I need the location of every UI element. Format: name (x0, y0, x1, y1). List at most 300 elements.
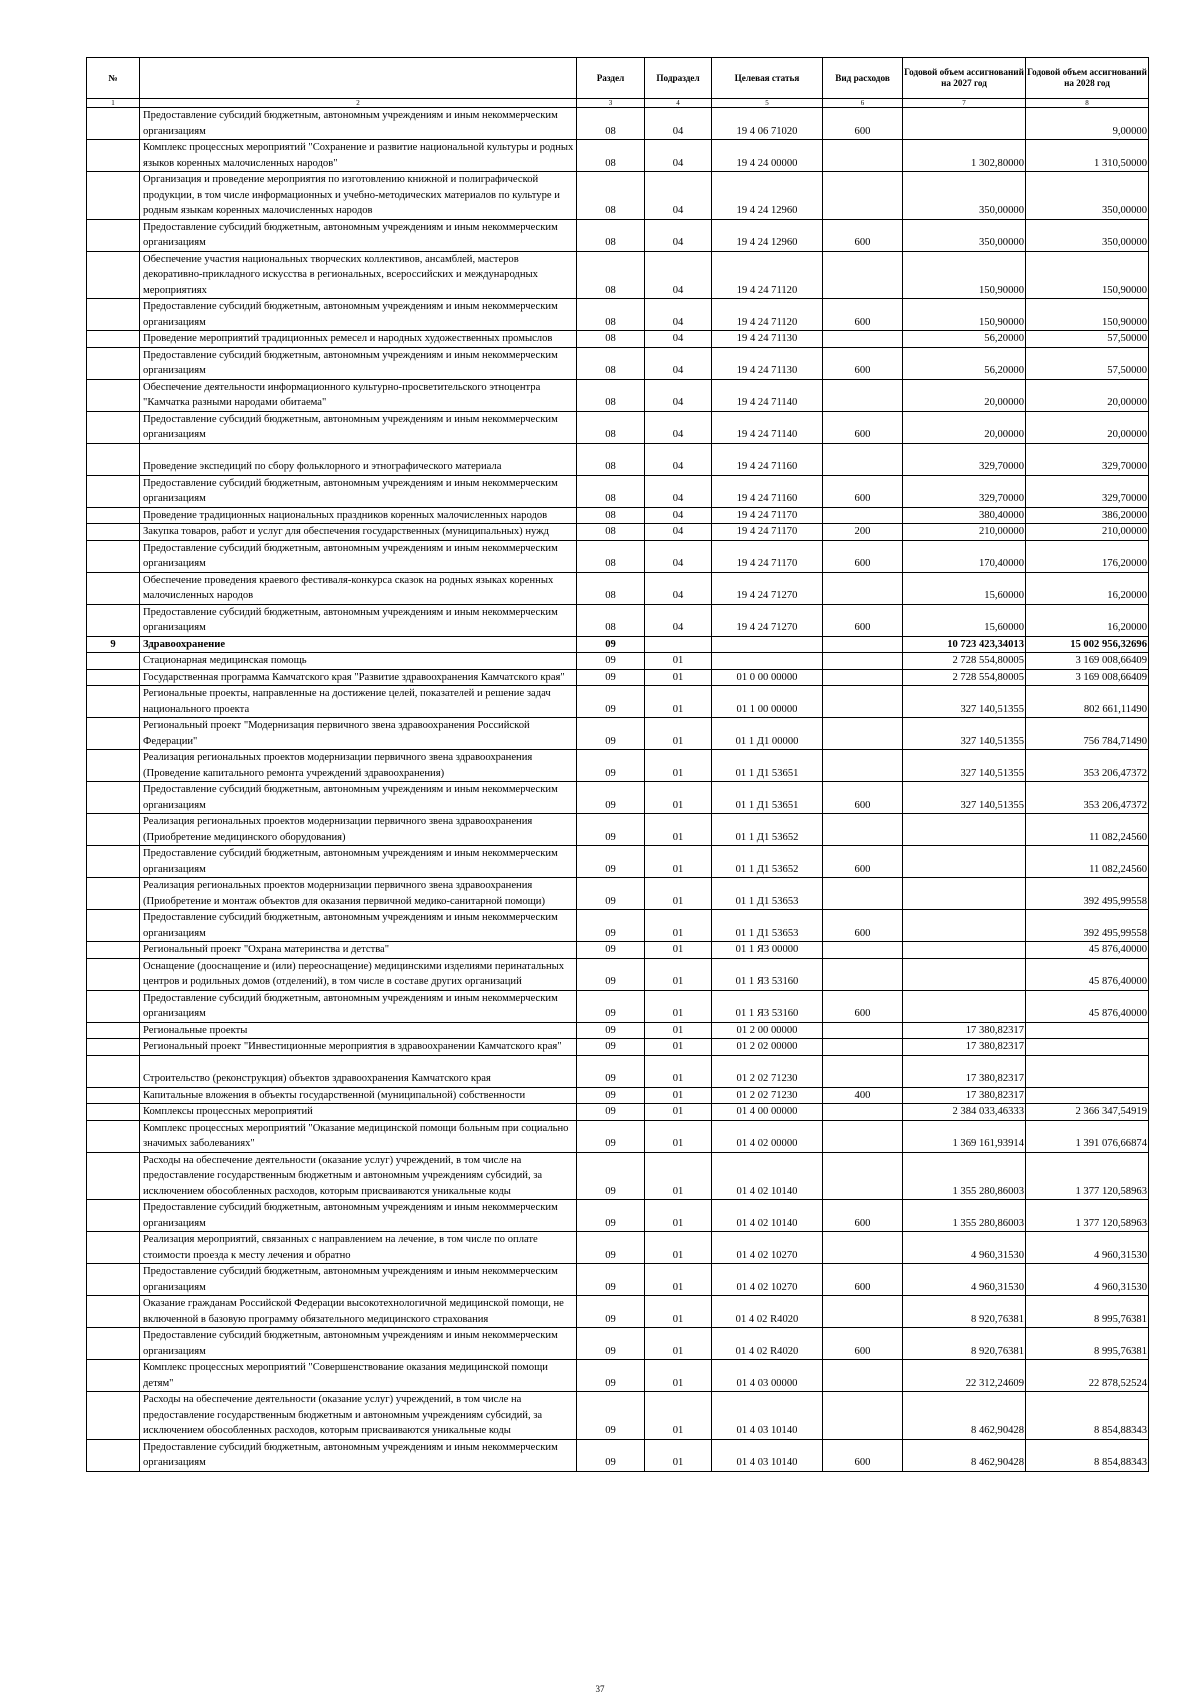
row-name: Реализация региональных проектов модернизации первичного звена здравоохранения (Приобретение и монтаж объектов для оказания первичной медико-санитарной помощи) (140, 878, 577, 910)
table-row (87, 347, 1149, 379)
row-subsection (645, 636, 712, 653)
row-amount-2027: 2 728 554,80005 (903, 653, 1026, 670)
row-name: Проведение экспедиций по сбору фольклорного и этнографического материала (140, 443, 577, 475)
row-number (87, 299, 140, 331)
row-section: 09 (577, 750, 645, 782)
table-row (87, 108, 1149, 140)
row-amount-2028: 329,70000 (1026, 443, 1149, 475)
row-expense-type: 600 (823, 604, 903, 636)
row-subsection: 04 (645, 140, 712, 172)
row-name: Предоставление субсидий бюджетным, автономным учреждениям и иным некоммерческим организациям (140, 299, 577, 331)
row-subsection: 04 (645, 572, 712, 604)
row-amount-2028: 210,00000 (1026, 524, 1149, 541)
table-row (87, 750, 1149, 782)
row-number (87, 990, 140, 1022)
column-number: 4 (645, 99, 712, 108)
row-subsection: 04 (645, 251, 712, 299)
budget-table (86, 57, 1149, 1472)
row-target-article: 01 1 Я3 53160 (712, 958, 823, 990)
row-amount-2027: 17 380,82317 (903, 1087, 1026, 1104)
row-section: 09 (577, 636, 645, 653)
row-subsection: 01 (645, 1104, 712, 1121)
row-target-article: 19 4 24 71130 (712, 331, 823, 348)
row-target-article: 01 4 02 10140 (712, 1200, 823, 1232)
row-subsection: 04 (645, 108, 712, 140)
table-row (87, 379, 1149, 411)
row-name: Расходы на обеспечение деятельности (оказание услуг) учреждений, в том числе на предоставление государственным бюджетным и автономным учреждениям субсидий, за исключением обособленных расходов, которым присваиваются уникальные коды (140, 1152, 577, 1200)
row-target-article: 01 1 Д1 53653 (712, 910, 823, 942)
row-expense-type (823, 1296, 903, 1328)
row-number (87, 669, 140, 686)
row-name: Закупка товаров, работ и услуг для обеспечения государственных (муниципальных) нужд (140, 524, 577, 541)
row-target-article: 19 4 24 71120 (712, 299, 823, 331)
row-target-article: 19 4 24 71140 (712, 411, 823, 443)
row-amount-2027 (903, 958, 1026, 990)
row-section: 09 (577, 878, 645, 910)
row-expense-type (823, 1104, 903, 1121)
row-amount-2028: 8 854,88343 (1026, 1439, 1149, 1471)
table-row (87, 636, 1149, 653)
row-target-article: 01 2 02 71230 (712, 1087, 823, 1104)
row-target-article: 19 4 24 71170 (712, 540, 823, 572)
row-expense-type (823, 878, 903, 910)
row-amount-2028: 11 082,24560 (1026, 846, 1149, 878)
table-row (87, 718, 1149, 750)
row-subsection: 01 (645, 990, 712, 1022)
row-name: Предоставление субсидий бюджетным, автономным учреждениям и иным некоммерческим организациям (140, 1328, 577, 1360)
row-section: 09 (577, 1200, 645, 1232)
row-subsection: 01 (645, 782, 712, 814)
row-name: Предоставление субсидий бюджетным, автономным учреждениям и иным некоммерческим организациям (140, 1264, 577, 1296)
header-expense-type: Вид расходов (823, 58, 903, 99)
row-section: 09 (577, 1055, 645, 1087)
row-amount-2027: 2 728 554,80005 (903, 669, 1026, 686)
row-subsection: 01 (645, 1232, 712, 1264)
row-amount-2027: 10 723 423,34013 (903, 636, 1026, 653)
row-subsection: 01 (645, 686, 712, 718)
row-target-article: 01 1 Я3 53160 (712, 990, 823, 1022)
row-amount-2027: 380,40000 (903, 507, 1026, 524)
row-amount-2028: 45 876,40000 (1026, 990, 1149, 1022)
row-target-article: 19 4 24 71130 (712, 347, 823, 379)
row-name: Региональные проекты (140, 1022, 577, 1039)
row-subsection: 04 (645, 347, 712, 379)
table-row (87, 331, 1149, 348)
row-section: 08 (577, 507, 645, 524)
row-subsection: 04 (645, 524, 712, 541)
row-amount-2028: 353 206,47372 (1026, 750, 1149, 782)
table-body (87, 108, 1149, 1472)
row-number (87, 1328, 140, 1360)
row-number (87, 507, 140, 524)
row-number (87, 1055, 140, 1087)
row-name: Оснащение (дооснащение и (или) переоснащение) медицинскими изделиями перинатальных центров и родильных домов (отделений), в том числе в составе других организаций (140, 958, 577, 990)
row-amount-2028: 1 391 076,66874 (1026, 1120, 1149, 1152)
table-row (87, 604, 1149, 636)
row-amount-2027: 15,60000 (903, 572, 1026, 604)
row-subsection: 01 (645, 1264, 712, 1296)
page-number: 37 (595, 1684, 605, 1694)
row-amount-2027: 8 462,90428 (903, 1439, 1026, 1471)
row-number (87, 782, 140, 814)
row-number (87, 524, 140, 541)
row-subsection: 04 (645, 604, 712, 636)
row-number (87, 219, 140, 251)
row-expense-type (823, 572, 903, 604)
table-row (87, 411, 1149, 443)
row-amount-2028: 57,50000 (1026, 347, 1149, 379)
row-name: Региональный проект "Охрана материнства и детства" (140, 942, 577, 959)
row-subsection: 01 (645, 1328, 712, 1360)
row-number (87, 686, 140, 718)
table-row (87, 1055, 1149, 1087)
row-target-article: 19 4 24 71160 (712, 475, 823, 507)
row-section: 08 (577, 572, 645, 604)
table-row (87, 1232, 1149, 1264)
row-name: Предоставление субсидий бюджетным, автономным учреждениям и иным некоммерческим организациям (140, 604, 577, 636)
table-row (87, 299, 1149, 331)
row-name: Проведение мероприятий традиционных ремесел и народных художественных промыслов (140, 331, 577, 348)
row-section: 09 (577, 686, 645, 718)
row-number (87, 718, 140, 750)
row-subsection: 04 (645, 379, 712, 411)
header-row (87, 58, 1149, 99)
row-section: 09 (577, 1087, 645, 1104)
row-section: 08 (577, 108, 645, 140)
row-subsection: 01 (645, 750, 712, 782)
row-number (87, 653, 140, 670)
table-row (87, 475, 1149, 507)
column-number: 1 (87, 99, 140, 108)
row-section: 09 (577, 1392, 645, 1440)
row-target-article: 19 4 24 71270 (712, 572, 823, 604)
row-name: Предоставление субсидий бюджетным, автономным учреждениям и иным некоммерческим организациям (140, 1439, 577, 1471)
row-amount-2028: 350,00000 (1026, 172, 1149, 220)
table-row (87, 572, 1149, 604)
row-expense-type (823, 1055, 903, 1087)
row-expense-type (823, 814, 903, 846)
row-subsection: 01 (645, 846, 712, 878)
row-target-article: 01 1 Д1 53652 (712, 846, 823, 878)
row-name: Предоставление субсидий бюджетным, автономным учреждениям и иным некоммерческим организациям (140, 411, 577, 443)
row-amount-2027: 210,00000 (903, 524, 1026, 541)
row-amount-2027: 17 380,82317 (903, 1022, 1026, 1039)
row-section: 08 (577, 411, 645, 443)
row-name: Комплекс процессных мероприятий "Сохранение и развитие национальной культуры и родных языков коренных малочисленных народов" (140, 140, 577, 172)
row-target-article: 19 4 24 00000 (712, 140, 823, 172)
row-amount-2028: 11 082,24560 (1026, 814, 1149, 846)
row-name: Предоставление субсидий бюджетным, автономным учреждениям и иным некоммерческим организациям (140, 990, 577, 1022)
table-row (87, 1264, 1149, 1296)
row-name: Региональный проект "Модернизация первичного звена здравоохранения Российской Федерации" (140, 718, 577, 750)
row-name: Комплекс процессных мероприятий "Оказание медицинской помощи больным при социально значимых заболеваниях" (140, 1120, 577, 1152)
table-row (87, 1200, 1149, 1232)
row-amount-2028: 350,00000 (1026, 219, 1149, 251)
row-number (87, 1087, 140, 1104)
row-expense-type (823, 1392, 903, 1440)
row-number (87, 1200, 140, 1232)
row-section: 08 (577, 524, 645, 541)
row-section: 09 (577, 1264, 645, 1296)
row-target-article: 01 4 02 00000 (712, 1120, 823, 1152)
row-amount-2027: 22 312,24609 (903, 1360, 1026, 1392)
row-section: 09 (577, 1120, 645, 1152)
header-year-2027: Годовой объем ассигнований на 2027 год (903, 58, 1026, 99)
row-number (87, 108, 140, 140)
row-amount-2028: 150,90000 (1026, 251, 1149, 299)
table-row (87, 1392, 1149, 1440)
row-amount-2027: 329,70000 (903, 475, 1026, 507)
row-section: 09 (577, 942, 645, 959)
row-target-article: 01 4 03 10140 (712, 1439, 823, 1471)
row-section: 09 (577, 653, 645, 670)
row-amount-2027 (903, 910, 1026, 942)
row-amount-2028: 3 169 008,66409 (1026, 653, 1149, 670)
row-number (87, 910, 140, 942)
row-section: 09 (577, 846, 645, 878)
row-amount-2027 (903, 846, 1026, 878)
row-name: Организация и проведение мероприятия по изготовлению книжной и полиграфической продукции, в том числе информационных и учебно-методических материалов по культуре и родным языкам коренных малочисленных народов (140, 172, 577, 220)
row-name: Реализация региональных проектов модернизации первичного звена здравоохранения (Приобретение медицинского оборудования) (140, 814, 577, 846)
row-amount-2028: 45 876,40000 (1026, 958, 1149, 990)
row-subsection: 01 (645, 1200, 712, 1232)
header-section: Раздел (577, 58, 645, 99)
row-name: Реализация мероприятий, связанных с направлением на лечение, в том числе по оплате стоимости проезда к месту лечения и обратно (140, 1232, 577, 1264)
row-amount-2028: 20,00000 (1026, 379, 1149, 411)
row-name: Предоставление субсидий бюджетным, автономным учреждениям и иным некоммерческим организациям (140, 846, 577, 878)
row-expense-type (823, 942, 903, 959)
header-target-article: Целевая статья (712, 58, 823, 99)
row-amount-2027 (903, 108, 1026, 140)
row-number (87, 958, 140, 990)
row-expense-type: 600 (823, 1200, 903, 1232)
row-number (87, 1039, 140, 1056)
row-subsection: 04 (645, 331, 712, 348)
row-expense-type (823, 1039, 903, 1056)
row-number (87, 1264, 140, 1296)
row-amount-2027: 327 140,51355 (903, 718, 1026, 750)
row-amount-2028 (1026, 1055, 1149, 1087)
row-amount-2027: 4 960,31530 (903, 1264, 1026, 1296)
row-target-article: 19 4 24 71120 (712, 251, 823, 299)
row-amount-2028: 4 960,31530 (1026, 1232, 1149, 1264)
row-amount-2027: 2 384 033,46333 (903, 1104, 1026, 1121)
table-row (87, 1439, 1149, 1471)
row-number (87, 140, 140, 172)
row-target-article: 01 1 00 00000 (712, 686, 823, 718)
row-expense-type (823, 331, 903, 348)
row-amount-2028: 329,70000 (1026, 475, 1149, 507)
row-section: 09 (577, 1232, 645, 1264)
row-amount-2027: 329,70000 (903, 443, 1026, 475)
row-amount-2028 (1026, 1022, 1149, 1039)
row-section: 09 (577, 1022, 645, 1039)
row-number (87, 251, 140, 299)
row-number (87, 475, 140, 507)
row-amount-2027: 150,90000 (903, 299, 1026, 331)
column-number: 3 (577, 99, 645, 108)
row-name: Обеспечение участия национальных творческих коллективов, ансамблей, мастеров декоративно-прикладного искусства в региональных, всероссийских и международных мероприятиях (140, 251, 577, 299)
row-subsection: 01 (645, 1392, 712, 1440)
row-expense-type (823, 958, 903, 990)
row-section: 09 (577, 958, 645, 990)
row-target-article: 01 1 Д1 00000 (712, 718, 823, 750)
row-amount-2028 (1026, 1087, 1149, 1104)
row-target-article: 01 2 00 00000 (712, 1022, 823, 1039)
table-row (87, 653, 1149, 670)
header-year-2028: Годовой объем ассигнований на 2028 год (1026, 58, 1149, 99)
header-name (140, 58, 577, 99)
row-name: Оказание гражданам Российской Федерации высокотехнологичной медицинской помощи, не включенной в базовую программу обязательного медицинского страхования (140, 1296, 577, 1328)
row-amount-2027: 170,40000 (903, 540, 1026, 572)
row-section: 09 (577, 814, 645, 846)
row-amount-2027 (903, 990, 1026, 1022)
row-amount-2027: 17 380,82317 (903, 1055, 1026, 1087)
row-amount-2028: 392 495,99558 (1026, 878, 1149, 910)
row-target-article: 19 4 24 12960 (712, 219, 823, 251)
row-section: 08 (577, 219, 645, 251)
table-row (87, 782, 1149, 814)
column-number-row (87, 99, 1149, 108)
row-subsection: 01 (645, 653, 712, 670)
table-row (87, 1022, 1149, 1039)
row-amount-2028: 22 878,52524 (1026, 1360, 1149, 1392)
row-expense-type: 600 (823, 846, 903, 878)
row-subsection: 04 (645, 411, 712, 443)
row-subsection: 01 (645, 814, 712, 846)
row-expense-type (823, 251, 903, 299)
row-section: 09 (577, 1360, 645, 1392)
row-subsection: 01 (645, 1022, 712, 1039)
row-subsection: 04 (645, 172, 712, 220)
row-target-article: 01 1 Д1 53651 (712, 782, 823, 814)
row-subsection: 01 (645, 1152, 712, 1200)
table-row (87, 507, 1149, 524)
row-name: Предоставление субсидий бюджетным, автономным учреждениям и иным некоммерческим организациям (140, 540, 577, 572)
row-amount-2028: 353 206,47372 (1026, 782, 1149, 814)
row-subsection: 04 (645, 299, 712, 331)
row-amount-2028: 8 995,76381 (1026, 1328, 1149, 1360)
row-expense-type: 200 (823, 524, 903, 541)
row-target-article: 19 4 06 71020 (712, 108, 823, 140)
row-number (87, 750, 140, 782)
row-number (87, 540, 140, 572)
row-target-article: 01 4 02 10270 (712, 1232, 823, 1264)
row-subsection: 01 (645, 1055, 712, 1087)
row-expense-type: 600 (823, 411, 903, 443)
row-amount-2028: 4 960,31530 (1026, 1264, 1149, 1296)
row-subsection: 01 (645, 910, 712, 942)
table-row (87, 958, 1149, 990)
row-subsection: 01 (645, 669, 712, 686)
row-target-article: 01 4 02 10270 (712, 1264, 823, 1296)
row-name: Предоставление субсидий бюджетным, автономным учреждениям и иным некоммерческим организациям (140, 108, 577, 140)
row-subsection: 01 (645, 1360, 712, 1392)
row-expense-type: 600 (823, 540, 903, 572)
row-section: 08 (577, 475, 645, 507)
row-amount-2027: 1 355 280,86003 (903, 1152, 1026, 1200)
row-number (87, 572, 140, 604)
row-target-article: 01 4 03 00000 (712, 1360, 823, 1392)
table-row (87, 1152, 1149, 1200)
table-row (87, 910, 1149, 942)
row-section: 09 (577, 910, 645, 942)
row-amount-2027: 56,20000 (903, 331, 1026, 348)
row-number (87, 1104, 140, 1121)
row-number (87, 604, 140, 636)
row-amount-2027 (903, 814, 1026, 846)
row-section: 09 (577, 669, 645, 686)
row-target-article: 01 4 02 10140 (712, 1152, 823, 1200)
row-target-article: 01 2 02 71230 (712, 1055, 823, 1087)
row-expense-type: 600 (823, 1439, 903, 1471)
column-number: 5 (712, 99, 823, 108)
row-amount-2027: 1 369 161,93914 (903, 1120, 1026, 1152)
table-row (87, 1296, 1149, 1328)
row-expense-type: 400 (823, 1087, 903, 1104)
row-amount-2028: 20,00000 (1026, 411, 1149, 443)
row-expense-type (823, 669, 903, 686)
row-name: Государственная программа Камчатского края "Развитие здравоохранения Камчатского края" (140, 669, 577, 686)
row-amount-2028: 802 661,11490 (1026, 686, 1149, 718)
row-target-article: 01 1 Д1 53652 (712, 814, 823, 846)
row-name: Расходы на обеспечение деятельности (оказание услуг) учреждений, в том числе на предоставление государственным бюджетным и автономным учреждениям субсидий, за исключением обособленных расходов, которым присваиваются уникальные коды (140, 1392, 577, 1440)
row-number (87, 1392, 140, 1440)
row-number (87, 1439, 140, 1471)
row-name: Предоставление субсидий бюджетным, автономным учреждениям и иным некоммерческим организациям (140, 910, 577, 942)
row-target-article: 19 4 24 71170 (712, 507, 823, 524)
row-target-article: 01 4 02 R4020 (712, 1296, 823, 1328)
table-row (87, 1360, 1149, 1392)
row-amount-2028: 2 366 347,54919 (1026, 1104, 1149, 1121)
row-subsection: 01 (645, 1120, 712, 1152)
row-name: Проведение традиционных национальных праздников коренных малочисленных народов (140, 507, 577, 524)
row-amount-2028 (1026, 1039, 1149, 1056)
row-subsection: 01 (645, 878, 712, 910)
row-section: 08 (577, 604, 645, 636)
table-row (87, 172, 1149, 220)
row-amount-2028: 16,20000 (1026, 572, 1149, 604)
row-name: Предоставление субсидий бюджетным, автономным учреждениям и иным некоммерческим организациям (140, 1200, 577, 1232)
row-name: Комплекс процессных мероприятий "Совершенствование оказания медицинской помощи детям" (140, 1360, 577, 1392)
row-number (87, 1022, 140, 1039)
row-name: Региональный проект "Инвестиционные мероприятия в здравоохранении Камчатского края" (140, 1039, 577, 1056)
table-row (87, 846, 1149, 878)
row-name: Здравоохранение (140, 636, 577, 653)
row-amount-2028: 8 995,76381 (1026, 1296, 1149, 1328)
row-amount-2028: 1 377 120,58963 (1026, 1152, 1149, 1200)
row-amount-2028: 3 169 008,66409 (1026, 669, 1149, 686)
table-row (87, 443, 1149, 475)
row-name: Предоставление субсидий бюджетным, автономным учреждениям и иным некоммерческим организациям (140, 782, 577, 814)
row-amount-2027: 20,00000 (903, 379, 1026, 411)
row-section: 08 (577, 251, 645, 299)
row-expense-type (823, 507, 903, 524)
row-section: 09 (577, 1439, 645, 1471)
row-expense-type (823, 686, 903, 718)
row-expense-type: 600 (823, 990, 903, 1022)
row-expense-type: 600 (823, 1328, 903, 1360)
row-section: 08 (577, 331, 645, 348)
row-number (87, 814, 140, 846)
row-amount-2027: 327 140,51355 (903, 750, 1026, 782)
row-amount-2028: 756 784,71490 (1026, 718, 1149, 750)
row-amount-2027: 8 920,76381 (903, 1328, 1026, 1360)
header-no: № (87, 58, 140, 99)
row-target-article (712, 653, 823, 670)
row-name: Предоставление субсидий бюджетным, автономным учреждениям и иным некоммерческим организациям (140, 219, 577, 251)
row-number (87, 331, 140, 348)
